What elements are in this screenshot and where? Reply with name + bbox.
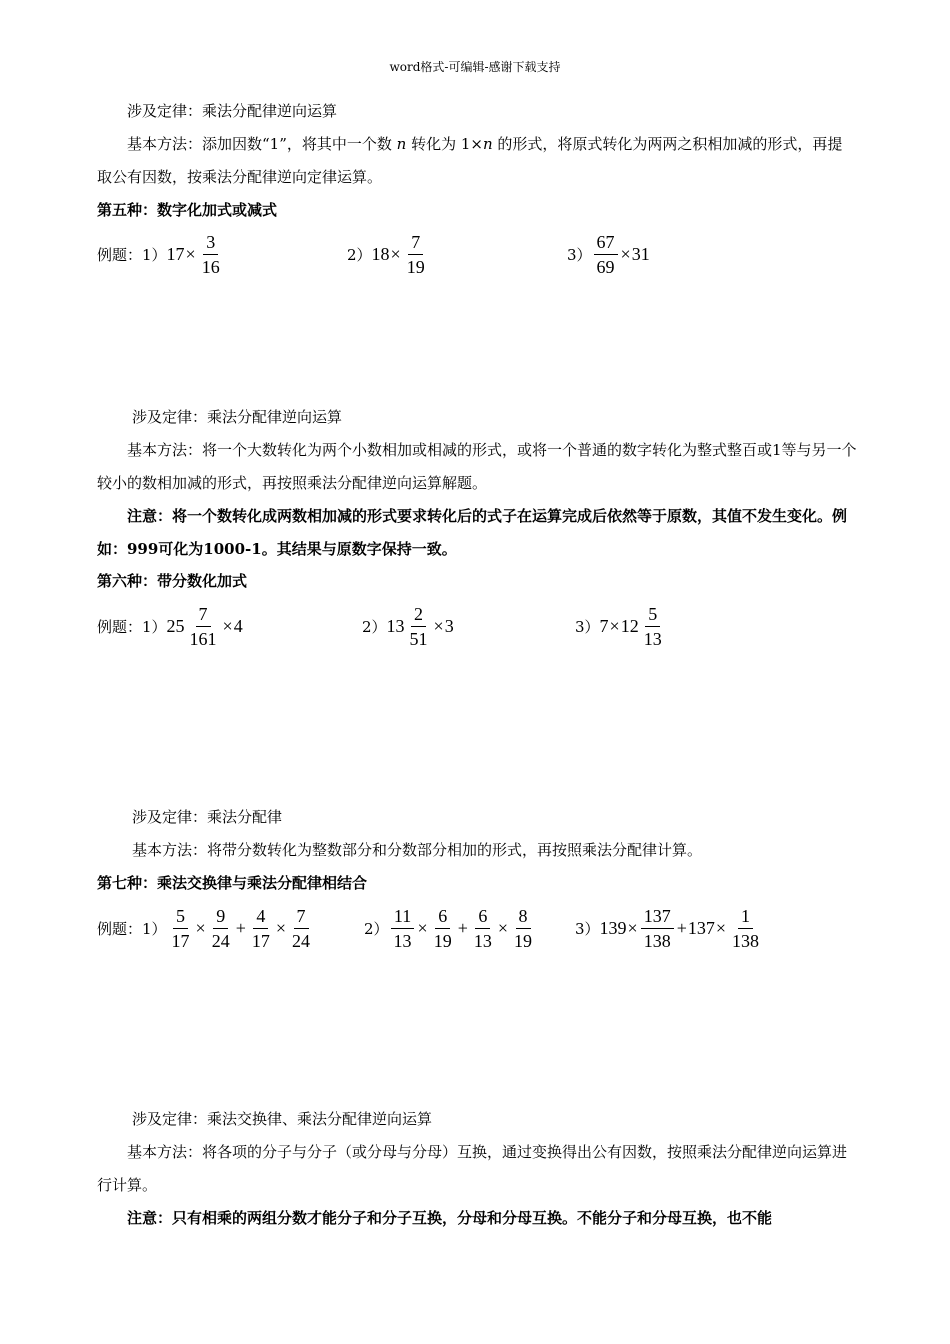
math-operator: × (620, 243, 631, 264)
section-5-title: 第五种：数字化加式或减式 (97, 201, 278, 219)
method-paragraph-5: 基本方法：将一个大数转化为两个小数相加或相减的形式，或将一个普通的数字转化为整式整百或1等与另一个较小的数相加减的形式，再按照乘法分配律逆向运算解题。 (97, 441, 857, 492)
denominator: 19 (514, 930, 533, 951)
numerator: 7 (408, 231, 423, 255)
denominator: 17 (251, 930, 270, 951)
numerator: 6 (475, 905, 490, 929)
math-operator: + (676, 917, 687, 938)
sec6-example-3 (575, 596, 667, 656)
numerator: 1 (738, 905, 753, 929)
example-label: 3） (575, 919, 600, 938)
fraction (187, 603, 220, 650)
numerator: 7 (294, 905, 309, 929)
fraction (169, 905, 193, 952)
example-label: 例题：1） (97, 919, 167, 938)
math-operator: × (715, 917, 727, 938)
numerator: 2 (411, 603, 426, 627)
numerator: 5 (645, 603, 660, 627)
law-line-7: 涉及定律：乘法交换律、乘法分配律逆向运算 (132, 1110, 433, 1128)
numerator: 137 (641, 905, 674, 929)
method-paragraph-7: 基本方法：将各项的分子与分子（或分母与分母）互换，通过变换得出公有因数，按照乘法分配律逆向运算进行计算。 (97, 1143, 848, 1194)
math-operator: × (185, 243, 196, 264)
math-number: 139 (599, 917, 627, 938)
denominator: 138 (732, 930, 760, 951)
math-number: 25 (166, 615, 185, 636)
example-label: 例题：1） (97, 617, 167, 636)
denominator: 19 (406, 256, 425, 277)
denominator: 13 (473, 930, 492, 951)
variable-n: n (482, 135, 493, 153)
math-number: 31 (631, 243, 650, 264)
example-label: 2） (362, 617, 387, 636)
fraction (404, 231, 428, 278)
denominator: 51 (409, 628, 428, 649)
numerator: 5 (173, 905, 188, 929)
section-7-title: 第七种：乘法交换律与乘法分配律相结合 (97, 874, 368, 892)
denominator: 69 (596, 256, 615, 277)
math-operator: × (609, 615, 620, 636)
sec6-example-2 (362, 596, 454, 656)
denominator: 24 (292, 930, 311, 951)
fraction (199, 231, 223, 278)
math-operator: × (433, 615, 444, 636)
method-paragraph-6: 基本方法：将带分数转化为整数部分和分数部分相加的形式，再按照乘法分配律计算。 (132, 841, 703, 859)
example-label: 2） (347, 245, 372, 264)
sec5-example-1 (97, 224, 225, 284)
fraction (209, 905, 233, 952)
law-line-6: 涉及定律：乘法分配律 (132, 808, 283, 826)
math-number: 3 (444, 615, 454, 636)
denominator: 13 (393, 930, 412, 951)
fraction (729, 905, 762, 952)
math-number: 4 (233, 615, 243, 636)
denominator: 16 (201, 256, 220, 277)
denominator: 138 (643, 930, 671, 951)
numerator: 7 (196, 603, 211, 627)
numerator: 4 (253, 905, 268, 929)
method-text-c: 的形式，将原式转化为两两之积相加减的形式，再提取公有因数，按乘法分配律逆向定律运算。 (97, 135, 843, 186)
sec5-example-3 (567, 224, 650, 284)
math-operator: × (390, 243, 401, 264)
math-number: 137 (687, 917, 715, 938)
fraction (471, 905, 495, 952)
method-text-b: 转化为 1× (406, 135, 483, 153)
sec6-example-1 (97, 596, 243, 656)
math-operator: + (235, 917, 246, 938)
numerator: 11 (391, 905, 414, 929)
fraction (391, 905, 415, 952)
sec7-example-2 (364, 898, 537, 958)
math-operator: × (195, 917, 206, 938)
math-operator: + (457, 917, 468, 938)
math-operator: × (627, 917, 638, 938)
denominator: 17 (171, 930, 190, 951)
numerator: 8 (516, 905, 531, 929)
method-text-a: 基本方法：添加因数“1”，将其中一个数 (127, 135, 397, 153)
math-operator: × (497, 917, 509, 938)
note-paragraph-5: 注意：将一个数转化成两数相加减的形式要求转化后的式子在运算完成后依然等于原数，其值不发生变化。例如：999可化为1000-1。其结果与原数字保持一致。 (97, 507, 848, 558)
fraction (594, 231, 618, 278)
denominator: 161 (189, 628, 217, 649)
variable-n: n (396, 135, 407, 153)
math-number: 12 (620, 615, 639, 636)
example-label: 3） (575, 617, 600, 636)
fraction (407, 603, 431, 650)
law-line-5: 涉及定律：乘法分配律逆向运算 (132, 408, 343, 426)
denominator: 24 (211, 930, 230, 951)
math-number: 18 (371, 243, 390, 264)
fraction (289, 905, 313, 952)
math-number: 17 (166, 243, 185, 264)
denominator: 19 (433, 930, 452, 951)
sec7-example-3 (575, 898, 764, 958)
math-operator: × (417, 917, 428, 938)
denominator: 13 (643, 628, 662, 649)
numerator: 3 (203, 231, 218, 255)
sec5-example-2 (347, 224, 430, 284)
example-label: 2） (364, 919, 389, 938)
section-6-title: 第六种：带分数化加式 (97, 572, 248, 590)
page-header: word格式-可编辑-感谢下载支持 (389, 60, 561, 74)
example-label: 例题：1） (97, 245, 167, 264)
fraction (431, 905, 455, 952)
numerator: 67 (594, 231, 618, 255)
math-number: 13 (386, 615, 405, 636)
fraction (511, 905, 535, 952)
note-paragraph-7: 注意：只有相乘的两组分数才能分子和分子互换，分母和分母互换。不能分子和分母互换，也不能 (127, 1209, 773, 1227)
method-paragraph-1 (97, 128, 857, 194)
law-line-1: 涉及定律：乘法分配律逆向运算 (127, 102, 338, 120)
numerator: 9 (213, 905, 228, 929)
fraction (641, 603, 665, 650)
math-operator: × (275, 917, 287, 938)
math-operator: × (222, 615, 233, 636)
example-label: 3） (567, 245, 592, 264)
sec7-example-1 (97, 898, 315, 958)
fraction (249, 905, 273, 952)
math-number: 7 (599, 615, 609, 636)
fraction (641, 905, 674, 952)
numerator: 6 (435, 905, 450, 929)
